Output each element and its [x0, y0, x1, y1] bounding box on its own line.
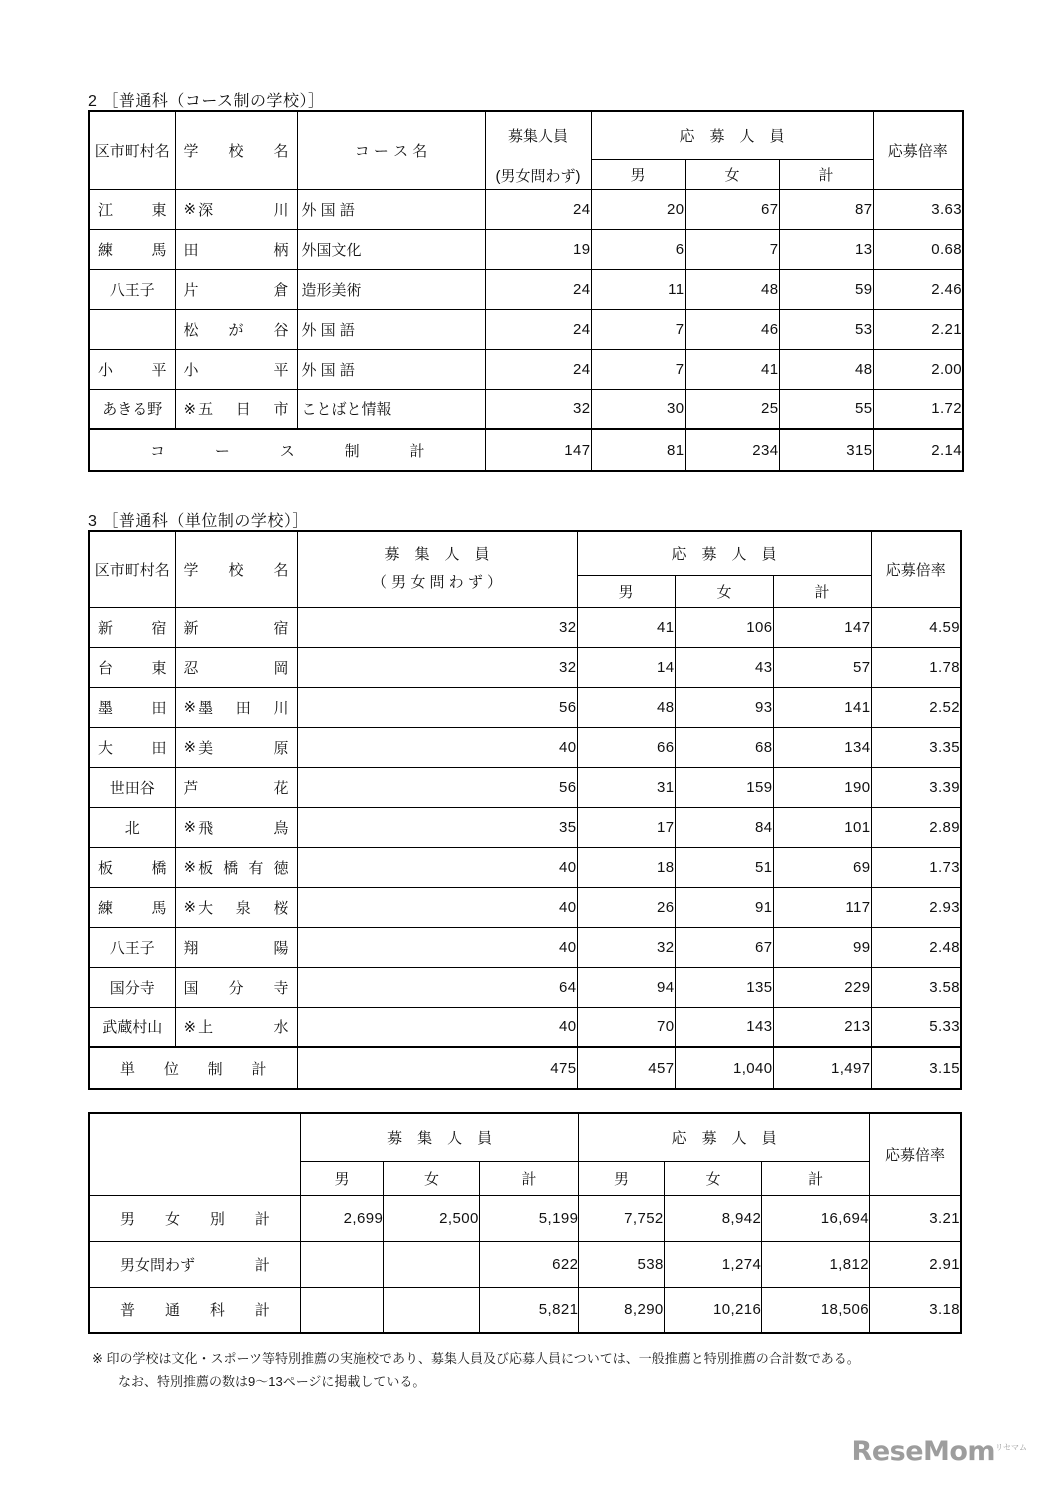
cell-school: 芦 花 — [175, 767, 297, 807]
cell-capacity: 475 — [297, 1047, 577, 1089]
special-recommendation-mark: ※ — [183, 819, 197, 836]
special-recommendation-mark: ※ — [183, 400, 197, 418]
cell-total: 229 — [773, 967, 871, 1007]
cell-total: 48 — [779, 349, 873, 389]
cell-female: 106 — [675, 607, 773, 647]
cell-capacity-total: 5,199 — [479, 1195, 579, 1241]
cell-applicants-total: 1,812 — [762, 1241, 870, 1287]
header-municipality — [89, 531, 175, 607]
cell-capacity: 40 — [297, 1007, 577, 1047]
cell-female: 43 — [675, 647, 773, 687]
cell-ratio: 2.48 — [871, 927, 961, 967]
cell-municipality: 練 馬 — [89, 229, 175, 269]
header-ratio-label: 応募倍率 — [885, 561, 946, 579]
cell-total: 55 — [779, 389, 873, 429]
cell-school: ※ 墨 田 川 — [175, 687, 297, 727]
cell-capacity-female — [384, 1287, 480, 1333]
cell-male: 30 — [591, 389, 685, 429]
cell-municipality: 八王子 — [89, 269, 175, 309]
header-applicants-total-label: 計 — [808, 1170, 824, 1188]
table-row — [89, 1007, 961, 1047]
cell-applicants-female: 1,274 — [664, 1241, 762, 1287]
cell-capacity-male — [300, 1241, 383, 1287]
cell-school: ※ 飛 鳥 — [175, 807, 297, 847]
cell-capacity: 35 — [297, 807, 577, 847]
cell-course: 外国文化 — [297, 229, 485, 269]
header-school-label: 学 校 名 — [183, 142, 289, 160]
cell-male: 48 — [577, 687, 675, 727]
cell-capacity: 24 — [485, 189, 591, 229]
cell-applicants-male: 538 — [579, 1241, 664, 1287]
cell-male: 7 — [591, 309, 685, 349]
cell-municipality: 北 — [89, 807, 175, 847]
table-total-row — [89, 429, 963, 471]
cell-female: 7 — [685, 229, 779, 269]
header-male-label: 男 — [618, 583, 634, 601]
table-row — [89, 1241, 961, 1287]
cell-total: 53 — [779, 309, 873, 349]
header-applicants-male — [579, 1161, 664, 1195]
cell-female: 143 — [675, 1007, 773, 1047]
cell-ratio: 2.52 — [871, 687, 961, 727]
header-municipality-label: 区市町村名 — [94, 561, 170, 579]
cell-capacity-female — [384, 1241, 480, 1287]
cell-male: 6 — [591, 229, 685, 269]
cell-total: 117 — [773, 887, 871, 927]
cell-school: 翔 陽 — [175, 927, 297, 967]
cell-municipality: 新 宿 — [89, 607, 175, 647]
header-total — [779, 159, 873, 189]
cell-capacity-male: 2,699 — [300, 1195, 383, 1241]
cell-ratio: 3.18 — [869, 1287, 961, 1333]
cell-municipality: 板 橋 — [89, 847, 175, 887]
header-capacity — [297, 531, 577, 607]
cell-capacity: 32 — [297, 647, 577, 687]
cell-applicants-female: 8,942 — [664, 1195, 762, 1241]
cell-female: 67 — [675, 927, 773, 967]
header-applicants — [579, 1113, 870, 1161]
cell-total: 69 — [773, 847, 871, 887]
header-capacity-total — [479, 1161, 579, 1195]
header-applicants-label: 応 募 人 員 — [671, 1129, 777, 1147]
header-capacity-male-label: 男 — [334, 1170, 350, 1188]
cell-course: 外 国 語 — [297, 309, 485, 349]
cell-capacity: 32 — [297, 607, 577, 647]
cell-course: 造形美術 — [297, 269, 485, 309]
cell-male: 7 — [591, 349, 685, 389]
table-total-row — [89, 1047, 961, 1089]
header-capacity-note — [485, 159, 591, 189]
cell-ratio: 2.91 — [869, 1241, 961, 1287]
section-caption-course: 2 ［普通科（コース制の学校）］ — [88, 93, 325, 110]
cell-male: 81 — [591, 429, 685, 471]
header-applicants-total — [762, 1161, 870, 1195]
cell-ratio: 3.58 — [871, 967, 961, 1007]
watermark-text: ReseMom — [851, 1436, 996, 1467]
header-ratio-label: 応募倍率 — [887, 142, 948, 160]
table-row — [89, 607, 961, 647]
cell-ratio: 3.35 — [871, 727, 961, 767]
cell-male: 70 — [577, 1007, 675, 1047]
special-recommendation-mark: ※ — [183, 739, 197, 756]
table-row — [89, 269, 963, 309]
cell-school: ※ 大 泉 桜 — [175, 887, 297, 927]
cell-applicants-male: 7,752 — [579, 1195, 664, 1241]
header-capacity-total-label: 計 — [521, 1170, 537, 1188]
footnote-line-2: なお、特別推薦の数は9～13ページに掲載している。 — [118, 1373, 426, 1389]
header-school — [175, 111, 297, 189]
cell-municipality: 墨 田 — [89, 687, 175, 727]
cell-female: 234 — [685, 429, 779, 471]
cell-applicants-total: 16,694 — [762, 1195, 870, 1241]
cell-male: 94 — [577, 967, 675, 1007]
cell-capacity: 24 — [485, 309, 591, 349]
cell-municipality: 大 田 — [89, 727, 175, 767]
cell-ratio: 1.72 — [873, 389, 963, 429]
cell-ratio: 3.39 — [871, 767, 961, 807]
table-row — [89, 349, 963, 389]
cell-row-label: 男 女 別 計 — [89, 1195, 300, 1241]
cell-female: 67 — [685, 189, 779, 229]
header-total-label: 計 — [814, 583, 830, 601]
cell-ratio: 2.21 — [873, 309, 963, 349]
cell-municipality — [89, 309, 175, 349]
header-applicants-label: 応 募 人 員 — [671, 545, 777, 563]
header-capacity-female-label: 女 — [423, 1170, 439, 1188]
cell-female: 68 — [675, 727, 773, 767]
cell-capacity-male — [300, 1287, 383, 1333]
cell-capacity: 24 — [485, 269, 591, 309]
cell-capacity-total: 5,821 — [479, 1287, 579, 1333]
cell-capacity: 40 — [297, 847, 577, 887]
cell-total: 59 — [779, 269, 873, 309]
cell-row-label: 普 通 科 計 — [89, 1287, 300, 1333]
table-course-system — [88, 110, 964, 472]
cell-school: 新 宿 — [175, 607, 297, 647]
cell-total: 101 — [773, 807, 871, 847]
summary-corner-cell — [89, 1113, 300, 1195]
cell-ratio: 3.21 — [869, 1195, 961, 1241]
cell-total: 57 — [773, 647, 871, 687]
cell-municipality: 国分寺 — [89, 967, 175, 1007]
cell-total-label: コ ー ス 制 計 — [89, 429, 485, 471]
table-row — [89, 807, 961, 847]
header-applicants-female — [664, 1161, 762, 1195]
header-capacity-note-label: （ 男 女 問 わ ず ） — [371, 574, 502, 592]
header-male — [591, 159, 685, 189]
special-recommendation-mark: ※ — [183, 201, 197, 218]
cell-ratio: 2.00 — [873, 349, 963, 389]
cell-capacity: 19 — [485, 229, 591, 269]
cell-ratio: 0.68 — [873, 229, 963, 269]
cell-female: 25 — [685, 389, 779, 429]
header-total — [773, 575, 871, 607]
cell-capacity: 64 — [297, 967, 577, 1007]
cell-ratio: 1.78 — [871, 647, 961, 687]
cell-male: 32 — [577, 927, 675, 967]
header-course — [297, 111, 485, 189]
cell-school: 田 柄 — [175, 229, 297, 269]
table-row — [89, 887, 961, 927]
cell-total: 1,497 — [773, 1047, 871, 1089]
cell-total: 315 — [779, 429, 873, 471]
cell-capacity: 40 — [297, 927, 577, 967]
cell-total: 190 — [773, 767, 871, 807]
header-ratio — [871, 531, 961, 607]
cell-school: 片 倉 — [175, 269, 297, 309]
cell-school: 国 分 寺 — [175, 967, 297, 1007]
table-row — [89, 1287, 961, 1333]
cell-female: 46 — [685, 309, 779, 349]
header-male-label: 男 — [630, 166, 646, 184]
header-ratio — [869, 1113, 961, 1195]
cell-school: ※ 美 原 — [175, 727, 297, 767]
cell-municipality: 武蔵村山 — [89, 1007, 175, 1047]
table-row — [89, 727, 961, 767]
header-total-label: 計 — [818, 166, 834, 184]
cell-course: 外 国 語 — [297, 189, 485, 229]
header-course-label: コ ー ス 名 — [354, 142, 428, 160]
header-municipality-label: 区市町村名 — [94, 142, 170, 160]
cell-applicants-female: 10,216 — [664, 1287, 762, 1333]
table-row — [89, 767, 961, 807]
header-female — [685, 159, 779, 189]
cell-school: ※ 五 日 市 — [175, 389, 297, 429]
header-capacity-note-label: (男女問わず) — [495, 167, 581, 185]
cell-municipality: あきる野 — [89, 389, 175, 429]
table-summary — [88, 1112, 962, 1334]
header-capacity-label: 募 集 人 員 — [387, 1129, 493, 1147]
cell-ratio: 2.93 — [871, 887, 961, 927]
header-female-label: 女 — [716, 583, 732, 601]
cell-capacity-total: 622 — [479, 1241, 579, 1287]
cell-school: 小 平 — [175, 349, 297, 389]
cell-school: 松 が 谷 — [175, 309, 297, 349]
watermark-ruby: リセマム — [995, 1443, 1027, 1452]
header-capacity-label: 募集人員 — [507, 128, 568, 145]
cell-municipality: 八王子 — [89, 927, 175, 967]
header-capacity-female — [384, 1161, 480, 1195]
header-applicants — [591, 111, 873, 159]
header-applicants-label: 応 募 人 員 — [679, 127, 785, 145]
cell-total: 134 — [773, 727, 871, 767]
header-school-label: 学 校 名 — [183, 561, 289, 579]
cell-school: 忍 岡 — [175, 647, 297, 687]
cell-male: 17 — [577, 807, 675, 847]
cell-female: 41 — [685, 349, 779, 389]
cell-female: 159 — [675, 767, 773, 807]
cell-female: 91 — [675, 887, 773, 927]
header-capacity-label: 募 集 人 員 — [384, 545, 490, 563]
cell-capacity: 24 — [485, 349, 591, 389]
cell-course: ことばと情報 — [297, 389, 485, 429]
cell-capacity: 32 — [485, 389, 591, 429]
cell-capacity: 147 — [485, 429, 591, 471]
header-capacity — [300, 1113, 578, 1161]
header-applicants — [577, 531, 871, 575]
footnote-line-1: ※ 印の学校は文化・スポーツ等特別推薦の実施校であり、募集人員及び応募人員については、一般推薦と特別推薦の合計数である。 — [92, 1351, 860, 1366]
cell-female: 48 — [685, 269, 779, 309]
header-female — [675, 575, 773, 607]
cell-capacity-female: 2,500 — [384, 1195, 480, 1241]
cell-applicants-male: 8,290 — [579, 1287, 664, 1333]
cell-school: ※ 深 川 — [175, 189, 297, 229]
header-capacity — [485, 111, 591, 159]
special-recommendation-mark: ※ — [183, 1018, 197, 1036]
cell-male: 26 — [577, 887, 675, 927]
cell-ratio: 5.33 — [871, 1007, 961, 1047]
table-row — [89, 847, 961, 887]
cell-course: 外 国 語 — [297, 349, 485, 389]
cell-female: 51 — [675, 847, 773, 887]
header-capacity-male — [300, 1161, 383, 1195]
cell-ratio: 1.73 — [871, 847, 961, 887]
special-recommendation-mark: ※ — [183, 699, 197, 716]
cell-municipality: 台 東 — [89, 647, 175, 687]
cell-male: 14 — [577, 647, 675, 687]
cell-total: 13 — [779, 229, 873, 269]
cell-female: 84 — [675, 807, 773, 847]
table-row — [89, 647, 961, 687]
cell-male: 41 — [577, 607, 675, 647]
cell-total: 87 — [779, 189, 873, 229]
cell-male: 457 — [577, 1047, 675, 1089]
cell-capacity: 56 — [297, 687, 577, 727]
special-recommendation-mark: ※ — [183, 899, 197, 916]
cell-total: 141 — [773, 687, 871, 727]
cell-capacity: 56 — [297, 767, 577, 807]
cell-male: 31 — [577, 767, 675, 807]
cell-male: 20 — [591, 189, 685, 229]
cell-female: 1,040 — [675, 1047, 773, 1089]
table-row — [89, 389, 963, 429]
cell-ratio: 2.89 — [871, 807, 961, 847]
cell-total: 213 — [773, 1007, 871, 1047]
cell-municipality: 練 馬 — [89, 887, 175, 927]
cell-municipality: 小 平 — [89, 349, 175, 389]
cell-male: 18 — [577, 847, 675, 887]
resemom-watermark — [852, 1436, 1027, 1467]
footnote — [92, 1348, 860, 1394]
section-caption-unit: 3 ［普通科（単位制の学校）］ — [88, 513, 309, 530]
cell-municipality: 江 東 — [89, 189, 175, 229]
table-unit-system — [88, 530, 962, 1090]
cell-female: 93 — [675, 687, 773, 727]
cell-school: ※ 板 橋 有 徳 — [175, 847, 297, 887]
cell-total-label: 単 位 制 計 — [89, 1047, 297, 1089]
table-row — [89, 927, 961, 967]
cell-school: ※ 上 水 — [175, 1007, 297, 1047]
cell-municipality: 世田谷 — [89, 767, 175, 807]
cell-male: 11 — [591, 269, 685, 309]
table-row — [89, 1195, 961, 1241]
header-municipality — [89, 111, 175, 189]
cell-ratio: 4.59 — [871, 607, 961, 647]
cell-ratio: 3.63 — [873, 189, 963, 229]
cell-total: 99 — [773, 927, 871, 967]
cell-ratio: 3.15 — [871, 1047, 961, 1089]
header-ratio — [873, 111, 963, 189]
header-male — [577, 575, 675, 607]
header-applicants-female-label: 女 — [705, 1170, 721, 1188]
special-recommendation-mark: ※ — [183, 859, 197, 876]
cell-row-label: 男女問わず 計 — [89, 1241, 300, 1287]
cell-male: 66 — [577, 727, 675, 767]
cell-applicants-total: 18,506 — [762, 1287, 870, 1333]
table-row — [89, 687, 961, 727]
table-row — [89, 229, 963, 269]
cell-ratio: 2.46 — [873, 269, 963, 309]
cell-total: 147 — [773, 607, 871, 647]
cell-female: 135 — [675, 967, 773, 1007]
cell-capacity: 40 — [297, 887, 577, 927]
header-school — [175, 531, 297, 607]
header-female-label: 女 — [724, 166, 740, 184]
table-row — [89, 967, 961, 1007]
header-ratio-label: 応募倍率 — [884, 1146, 945, 1164]
cell-ratio: 2.14 — [873, 429, 963, 471]
header-applicants-male-label: 男 — [614, 1170, 630, 1188]
cell-capacity: 40 — [297, 727, 577, 767]
table-row — [89, 189, 963, 229]
table-row — [89, 309, 963, 349]
